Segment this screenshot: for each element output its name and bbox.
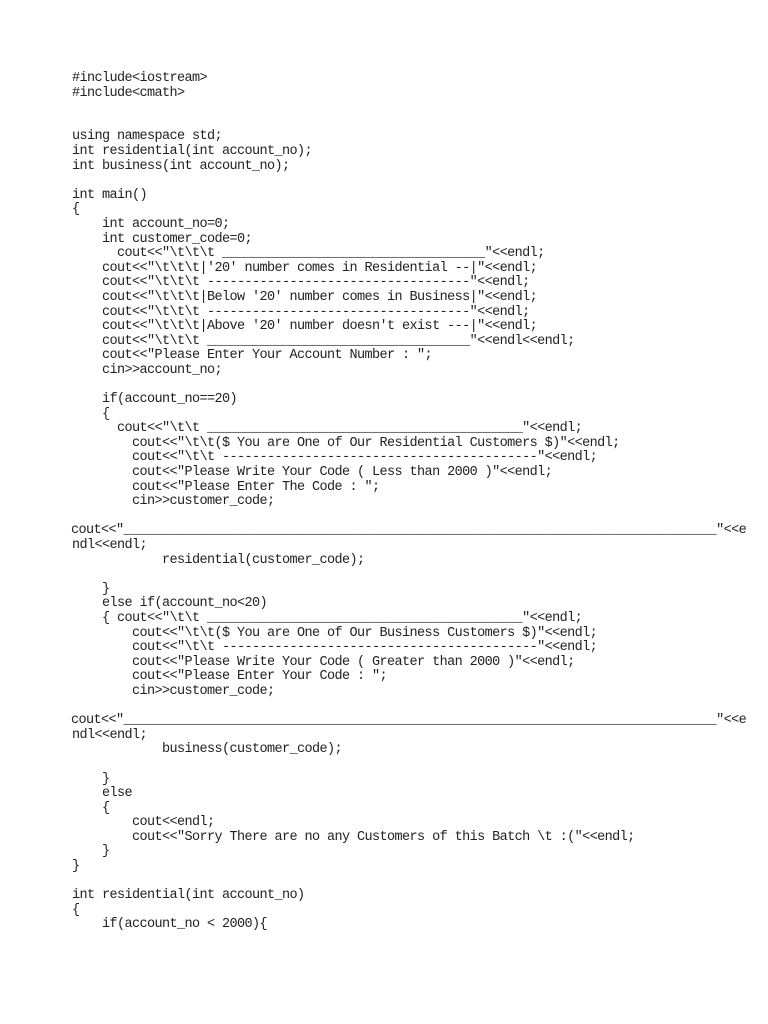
code-line: int main() <box>72 187 148 203</box>
code-line <box>72 116 746 131</box>
code-line <box>72 378 746 393</box>
code-line <box>72 700 746 715</box>
code-line: cout<<endl; <box>72 815 215 831</box>
code-line: int customer_code=0; <box>72 231 253 247</box>
code-line: else <box>72 786 133 802</box>
code-line: { <box>72 406 110 422</box>
code-line: int residential(int account_no) <box>72 888 305 904</box>
code-line: cout<<"\t\t ------------------------------------------"<<endl; <box>72 640 598 656</box>
code-line: cout<<"Please Enter Your Code : "; <box>72 669 388 685</box>
code-line: #include<cmath> <box>72 85 185 101</box>
code-line: int account_no=0; <box>72 216 230 232</box>
code-line: cin>>customer_code; <box>72 494 275 510</box>
code-line: cout<<"\t\t\t ___________________________________"<<endl; <box>72 246 545 262</box>
code-line: } <box>72 844 110 860</box>
code-line: ndl<<endl; <box>72 727 148 743</box>
code-line: { <box>72 902 80 918</box>
code-line: cout<<"Please Write Your Code ( Greater than 2000 )"<<endl; <box>72 654 575 670</box>
code-line: cout<<"\t\t($ You are One of Our Business Customers $)"<<endl; <box>72 625 598 641</box>
code-line: cin>>customer_code; <box>72 683 275 699</box>
code-line: cout<<"_______________________________________________________________________________"<<e <box>71 523 747 539</box>
code-line: else if(account_no<20) <box>72 596 268 612</box>
code-line: int business(int account_no); <box>72 158 290 174</box>
code-line: if(account_no==20) <box>72 392 238 408</box>
code-line: } <box>72 859 80 875</box>
code-line: { cout<<"\t\t __________________________________________"<<endl; <box>72 610 583 626</box>
code-line: { <box>72 202 80 218</box>
code-line: cout<<"Please Write Your Code ( Less than 2000 )"<<endl; <box>72 465 553 481</box>
code-line: cout<<"Please Enter The Code : "; <box>72 479 380 495</box>
code-line: cout<<"Sorry There are no any Customers of this Batch \t :("<<endl; <box>72 829 635 845</box>
code-line: ndl<<endl; <box>72 538 148 553</box>
code-line: cout<<"Please Enter Your Account Number : "; <box>72 348 433 364</box>
code-line <box>72 568 746 583</box>
code-line: } <box>72 581 110 597</box>
code-line: cout<<"\t\t($ You are One of Our Residential Customers $)"<<endl; <box>72 435 620 451</box>
code-line <box>72 510 746 525</box>
code-line: if(account_no < 2000){ <box>72 917 268 933</box>
code-line: using namespace std; <box>72 129 223 145</box>
code-line: cout<<"_______________________________________________________________________________"<<e <box>71 713 747 729</box>
code-line: #include<iostream> <box>72 71 208 86</box>
code-line: cout<<"\t\t\t ___________________________________"<<endl<<endl; <box>72 333 575 349</box>
code-listing <box>72 72 746 933</box>
code-line: cout<<"\t\t\t -----------------------------------"<<endl; <box>72 304 530 320</box>
code-line: cout<<"\t\t\t -----------------------------------"<<endl; <box>72 275 530 291</box>
code-line: cout<<"\t\t __________________________________________"<<endl; <box>72 421 583 437</box>
code-line: { <box>72 800 110 816</box>
code-line <box>72 174 746 189</box>
code-line: int residential(int account_no); <box>72 143 313 159</box>
code-line: cout<<"\t\t\t|Above '20' number doesn't exist ---|"<<endl; <box>72 319 538 335</box>
code-line: residential(customer_code); <box>72 552 365 568</box>
code-line: cout<<"\t\t ------------------------------------------"<<endl; <box>72 450 598 466</box>
code-line: cin>>account_no; <box>72 362 223 378</box>
code-line: cout<<"\t\t\t|'20' number comes in Residential --|"<<endl; <box>72 260 538 276</box>
code-line: } <box>72 771 110 787</box>
code-line: business(customer_code); <box>72 742 343 758</box>
code-line <box>72 875 746 890</box>
code-line <box>72 101 746 116</box>
code-line: cout<<"\t\t\t|Below '20' number comes in Business|"<<endl; <box>72 289 538 305</box>
code-line <box>72 758 746 773</box>
